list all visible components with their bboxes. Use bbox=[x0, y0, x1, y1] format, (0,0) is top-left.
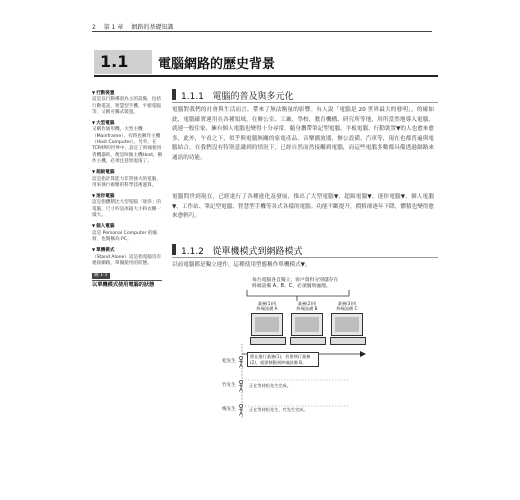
header-rule bbox=[92, 31, 432, 32]
body-paragraph: 電腦對我們的社會與生活而言，帶來了無法衡量的影響。有人說「電腦是 20 世界最大的發明」，的確如此，電腦確實運用在各種領域，在辦公室、工廠、學校、教育機構、研究所等地，用所當然地導入電腦，就連一般住家，擁有個人電腦也變得十分尋常，隨身攜帶筆記型電腦、平板電腦、行動裝置▼的人也愈來愈多，此外，午看之下，似乎與電腦無關的家電產品、音樂播放器、辦公設備、汽車等，現在也都普遍與電腦結合。在我們沒有特別意識到的情況下，已經自然而然接觸到電腦，而這些電腦多數都具備透過網路來通訊的功能。 bbox=[172, 107, 434, 161]
section-number: 1.1 bbox=[100, 52, 129, 71]
terminal-label: 業務(2)用 bbox=[297, 301, 317, 306]
person-name: 梅先生 bbox=[222, 407, 236, 412]
note-heading: ▼ 個人電腦 bbox=[92, 223, 164, 230]
note-personal-computer bbox=[92, 223, 164, 243]
note-heading: ▼ 單機模式 bbox=[92, 247, 164, 254]
note-body: 這是 Personal Computer 的縮寫，也簡稱為 PC。 bbox=[92, 230, 158, 242]
subsection-number: 1.1.2 bbox=[181, 247, 204, 257]
chapter-label: 第 1 章 bbox=[103, 24, 124, 31]
terminal-a bbox=[250, 301, 284, 345]
note-mainframe bbox=[92, 120, 164, 165]
body-paragraph: 電腦問世到現在，已經進行了各種進化及發展，推出了大型電腦▼、超級電腦▼、迷你電腦▼、個人電腦▼、工作站、筆記型電腦、智慧型手機等各式各樣的電腦。功能不斷提升，價格卻逐年下降，體積也變得愈來愈輕巧。 bbox=[172, 194, 434, 220]
person-name: 松先生 bbox=[222, 359, 236, 364]
note-body: 這是以行動導項為主的設備，包括行動電話、智慧型手機、平板電腦等，又稱可攜式裝置。 bbox=[92, 97, 161, 115]
note-mobile-device bbox=[92, 90, 164, 116]
note-body: 這是指計算能力非常強大的電腦，用來執行複雜的科學技術運算。 bbox=[92, 176, 161, 188]
note-body: 這是指體積比大型電腦「迷你」的電腦，尺寸約是冰箱大小和衣櫃一樣大。 bbox=[92, 200, 161, 219]
subsection-heading bbox=[181, 244, 303, 257]
page-number: 2 bbox=[92, 24, 96, 31]
body-paragraph: 以前電腦都是獨立運作，這種使用型態稱作單機模式▼。 bbox=[172, 262, 311, 268]
callout-bracket bbox=[245, 288, 355, 302]
subsection-rule bbox=[172, 257, 438, 258]
figure-note-line: 每台電腦各自獨立，客戶資料分別儲存在 bbox=[252, 278, 339, 283]
note-minicomputer bbox=[92, 193, 164, 219]
note-body: （Stand Alone）這是指電腦沒有連接網路，單獨使用的狀態。 bbox=[92, 254, 162, 266]
terminal-label: 終端設備 C bbox=[336, 306, 358, 311]
note-heading: ▼ 行動裝置 bbox=[92, 90, 164, 97]
terminal-label: 終端設備 A bbox=[256, 306, 278, 311]
terminal-label: 終端設備 B bbox=[296, 306, 318, 311]
subsection-rule bbox=[172, 102, 438, 103]
subsection-marker bbox=[172, 89, 176, 100]
person-description: 正在等待松先生完成。 bbox=[249, 383, 291, 388]
sidebar-notes bbox=[92, 90, 164, 289]
person-icon bbox=[238, 356, 244, 368]
terminal-c bbox=[330, 301, 364, 345]
figure-tag: 圖 1-1 bbox=[94, 273, 108, 279]
person-icon bbox=[238, 404, 244, 416]
note-heading: ▼ 超級電腦 bbox=[92, 169, 164, 176]
note-heading: ▼ 迷你電腦 bbox=[92, 193, 164, 200]
subsection-title: 從單機模式到網路模式 bbox=[212, 247, 303, 257]
subsection-number: 1.1.1 bbox=[181, 92, 204, 102]
note-supercomputer bbox=[92, 169, 164, 189]
terminal-b bbox=[290, 301, 324, 345]
chapter-name: 網路的基礎知識 bbox=[131, 24, 174, 31]
person-description: 將在進行業務(1)，若要執行業務(2)，就要移動到終端設備 B。 bbox=[247, 352, 319, 367]
figure-caption: 以單機模式使用電腦的狀態 bbox=[92, 282, 155, 289]
monitor-icon bbox=[291, 313, 323, 336]
note-stand-alone bbox=[92, 247, 164, 267]
terminal-label: 業務(1)用 bbox=[257, 301, 277, 306]
subsection-marker bbox=[172, 244, 176, 255]
note-heading: ▼ 大型電腦 bbox=[92, 120, 164, 127]
terminal-label: 業務(3)用 bbox=[337, 301, 357, 306]
subsection-title: 電腦的普及與多元化 bbox=[212, 92, 294, 102]
person-icon bbox=[238, 380, 244, 392]
monitor-icon bbox=[331, 313, 363, 336]
section-title: 電腦網路的歷史背景 bbox=[158, 57, 276, 72]
person-description: 正在等待松先生，竹先生完成。 bbox=[249, 407, 308, 412]
monitor-icon bbox=[251, 313, 283, 336]
subsection-heading bbox=[181, 89, 294, 102]
figure-note-line: 終端設備 A、B、C，必須個別處理。 bbox=[252, 284, 331, 289]
person-name: 竹先生 bbox=[222, 383, 236, 388]
running-header bbox=[92, 22, 179, 31]
section-rule bbox=[94, 75, 438, 77]
figure-caption-block bbox=[92, 271, 164, 289]
note-body: 又稱作通用機，大型主機（Mainframe），有時也稱作主機（Host Computer）。另外，在TCP/IP的世界中，設定了終端使用者機器的，便是叫做主機Host，稱作主機，必須注意別混淆了。 bbox=[92, 127, 163, 164]
